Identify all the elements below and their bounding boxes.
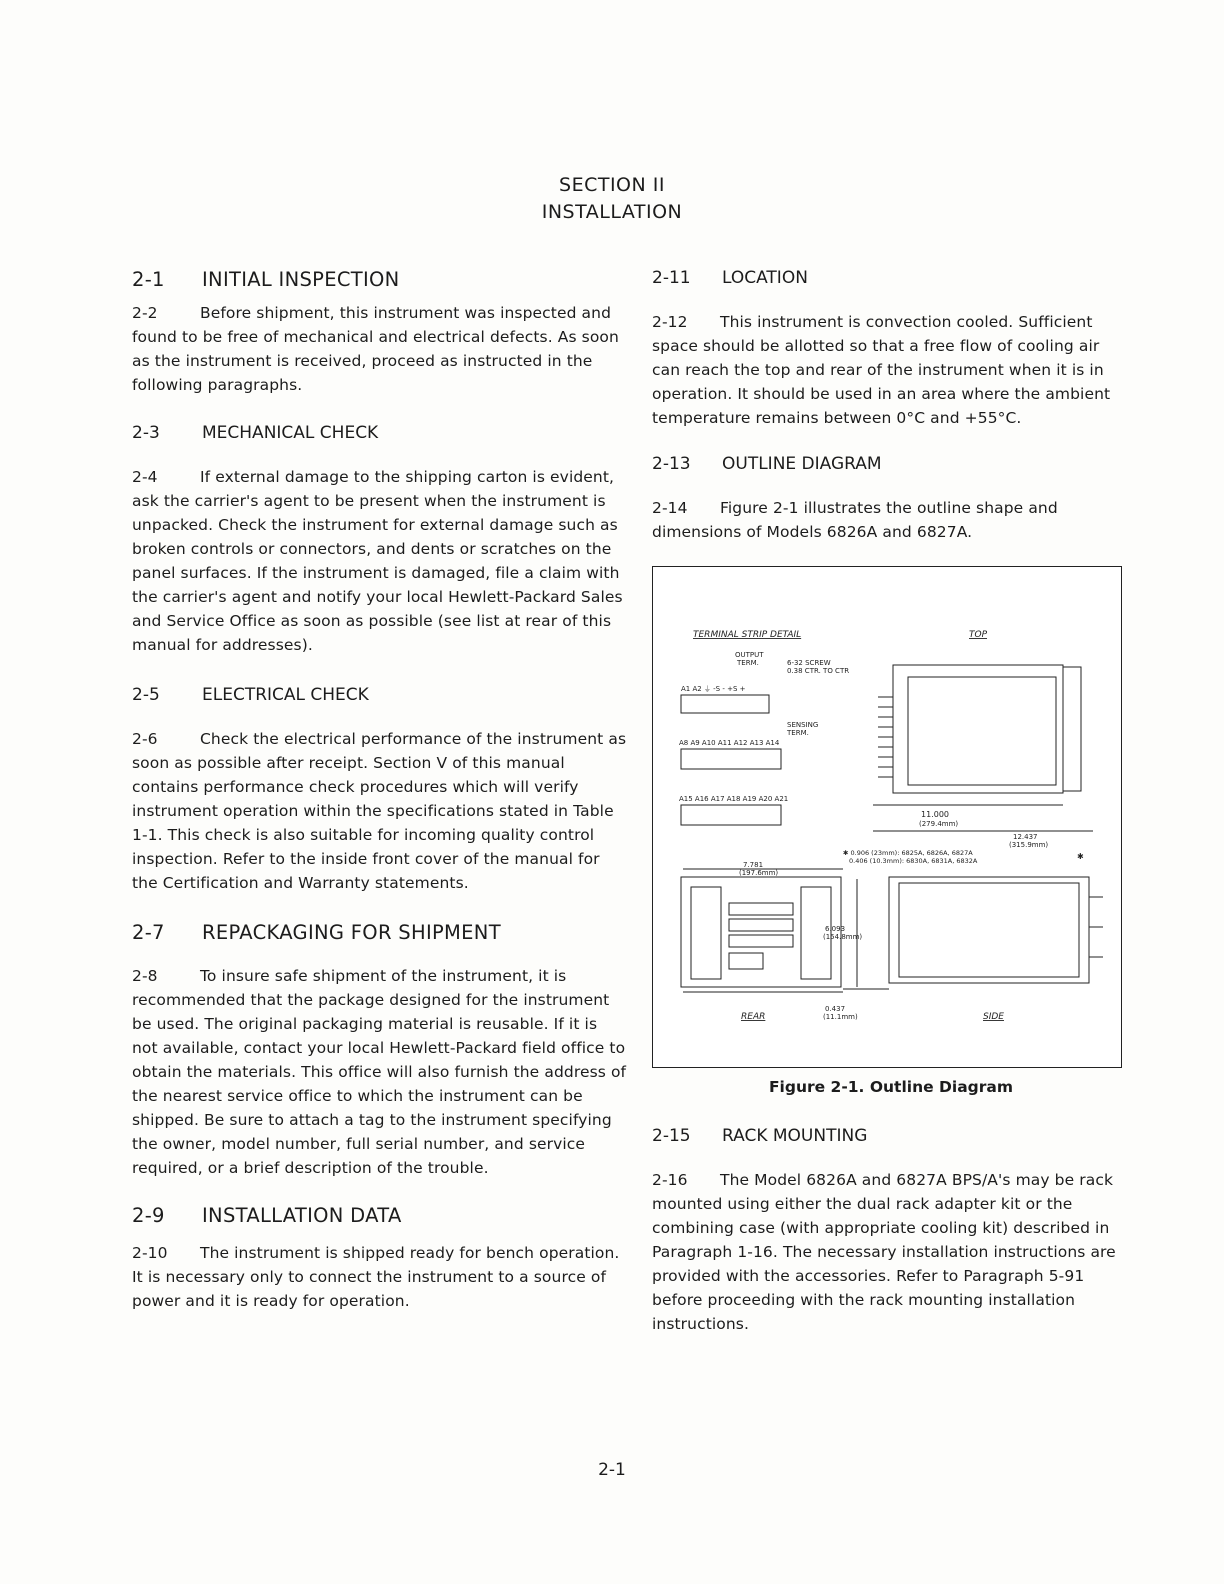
dim-12437: 12.437 (1013, 833, 1038, 841)
dim-0437: 0.437 (825, 1005, 846, 1013)
paragraph-2-12: 2-12 This instrument is convection cooled. Sufficient space should be allotted so that a free flow of cooling air can reach the top and rear of the instrument when it is in operation. It should be used in an area where the ambient temperature remains between 0°C and +55°C. (652, 313, 1111, 427)
dim-12437-mm: (315.9mm) (1009, 841, 1049, 849)
note-line-2: 0.406 (10.3mm): 6830A, 6831A, 6832A (849, 857, 978, 865)
heading-2-13: 2-13 OUTLINE DIAGRAM (652, 454, 882, 474)
figure-caption: Figure 2-1. Outline Diagram (768, 1078, 1014, 1096)
output-term-label-1: OUTPUT (735, 651, 764, 659)
note-line-1: ✱ 0.906 (23mm): 6825A, 6826A, 6827A (843, 849, 973, 857)
dim-0437-mm: (11.1mm) (823, 1013, 858, 1021)
heading-2-5: 2-5 ELECTRICAL CHECK (132, 685, 369, 705)
terminal-strip-label: TERMINAL STRIP DETAIL (693, 630, 802, 640)
dim-11000-mm: (279.4mm) (919, 820, 959, 828)
dim-6093-mm: (154.8mm) (823, 933, 863, 941)
dim-7781-mm: (197.6mm) (739, 869, 779, 877)
right-column (652, 268, 1130, 1336)
terminal-row-1-label: A1 A2 ⏚ -S - +S + (681, 685, 746, 693)
heading-2-7: 2-7 REPACKAGING FOR SHIPMENT (132, 921, 501, 944)
outline-diagram-figure (652, 566, 1122, 1068)
terminal-row-2-label: A8 A9 A10 A11 A12 A13 A14 (679, 739, 780, 747)
section-title: INSTALLATION (541, 201, 683, 223)
paragraph-2-16: 2-16 The Model 6826A and 6827A BPS/A's may be rack mounted using either the dual rack adapter kit or the combining case (with appropriate cooling kit) described in Paragraph 1-16. The necessary installation instructions are provided with the accessories. Refer to Paragraph 5-91 before proceeding with the rack mounting installation instructions. (652, 1171, 1116, 1333)
outline-diagram (653, 567, 1121, 1067)
heading-2-1: 2-1 INITIAL INSPECTION (132, 268, 400, 291)
section-number: SECTION II (559, 174, 665, 196)
heading-2-11: 2-11 LOCATION (652, 268, 808, 288)
top-view-body (893, 665, 1063, 793)
left-column (132, 268, 627, 1313)
heading-2-15: 2-15 RACK MOUNTING (652, 1126, 868, 1146)
rear-view-body (681, 877, 841, 987)
side-label: SIDE (983, 1012, 1004, 1022)
paragraph-2-14: 2-14 Figure 2-1 illustrates the outline shape and dimensions of Models 6826A and 6827A. (652, 499, 1058, 541)
paragraph-2-4: 2-4 If external damage to the shipping carton is evident, ask the carrier's agent to be present when the instrument is unpacked. Check the instrument for external damage such as broken controls or connectors, and dents or scratches on the panel surfaces. If the instrument is damaged, file a claim with the carrier's agent and notify your local Hewlett-Packard Sales and Service Office as soon as possible (see list at rear of this manual for addresses). (132, 468, 623, 654)
terminal-strip-3 (681, 805, 781, 825)
dim-7781: 7.781 (743, 861, 764, 869)
terminal-strip-1 (681, 695, 769, 713)
output-term-label-2: TERM. (737, 659, 759, 667)
screw-label-2: 0.38 CTR. TO CTR (787, 667, 850, 675)
paragraph-2-8: 2-8 To insure safe shipment of the instrument, it is recommended that the package designed for the instrument be used. The original packaging material is reusable. If it is not available, contact your local Hewlett-Packard field office to obtain the materials. This office will also furnish the address of the nearest service office to which the instrument can be shipped. Be sure to attach a tag to the instrument specifying the owner, model number, full serial number, and service required, or a brief description of the trouble. (132, 967, 627, 1177)
paragraph-2-6: 2-6 Check the electrical performance of the instrument as soon as possible after receipt. Section V of this manual contains performance check procedures which will verify instrument operation within the specifications stated in Table 1-1. This check is also suitable for incoming quality control inspection. Refer to the inside front cover of the manual for the Certification and Warranty statements. (132, 730, 627, 892)
paragraph-2-10: 2-10 The instrument is shipped ready for bench operation. It is necessary only to connect the instrument to a source of power and it is ready for operation. (132, 1244, 620, 1310)
terminal-strip-2 (681, 749, 781, 769)
page-number: 2-1 (598, 1460, 626, 1480)
dim-11000: 11.000 (921, 810, 949, 819)
sensing-label-1: SENSING (787, 721, 819, 729)
top-view-inner (908, 677, 1056, 785)
top-label: TOP (969, 630, 988, 640)
dim-6093: 6.093 (825, 925, 846, 933)
terminal-row-3-label: A15 A16 A17 A18 A19 A20 A21 (679, 795, 789, 803)
heading-2-3: 2-3 MECHANICAL CHECK (132, 423, 379, 443)
heading-2-9: 2-9 INSTALLATION DATA (132, 1204, 402, 1227)
rear-label: REAR (741, 1012, 766, 1022)
page-header (0, 172, 1224, 226)
star-marker: ✱ (1077, 852, 1084, 861)
screw-label-1: 6-32 SCREW (787, 659, 831, 667)
paragraph-2-2: 2-2 Before shipment, this instrument was inspected and found to be free of mechanical and electrical defects. As soon as the instrument is received, proceed as instructed in the following paragraphs. (132, 304, 619, 394)
side-view-body (889, 877, 1089, 983)
sensing-label-2: TERM. (787, 729, 809, 737)
